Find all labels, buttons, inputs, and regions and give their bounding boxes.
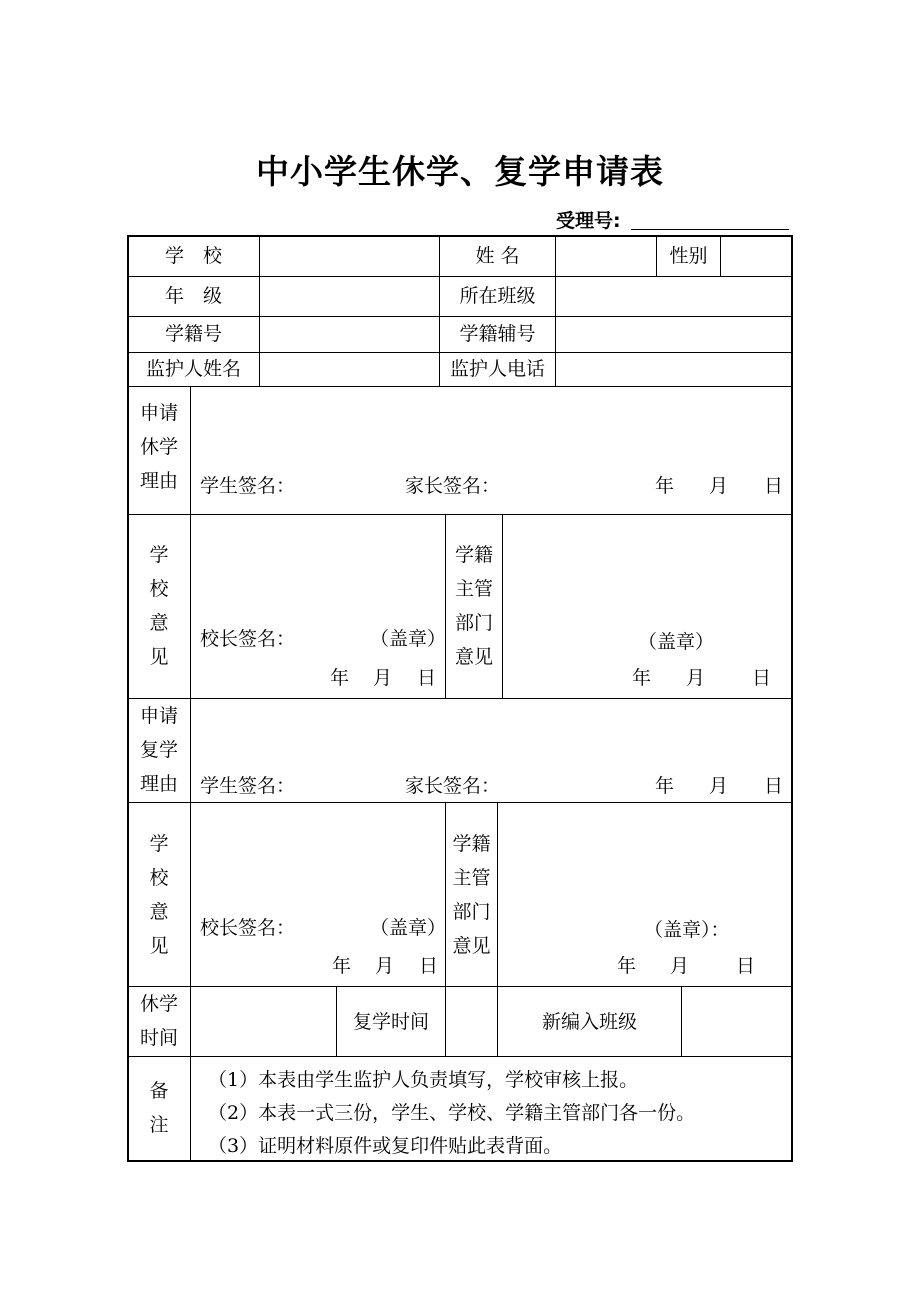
label-resume-reason: 申请 复学 理由 (139, 705, 178, 795)
label-class: 所在班级 (459, 285, 536, 307)
note-1: （1）本表由学生监护人负责填写，学校审核上报。 (208, 1069, 639, 1091)
label-new-class: 新编入班级 (541, 1011, 637, 1033)
date-day: 日 (764, 475, 784, 497)
parent-sign-label: 家长签名： (405, 475, 501, 497)
label-grade: 年 级 (164, 285, 222, 307)
principal-sign-label: 校长签名： (200, 917, 296, 939)
name-field[interactable] (556, 237, 656, 276)
resume-reason-field[interactable] (191, 699, 791, 769)
label-student-aux-id: 学籍辅号 (459, 323, 536, 345)
seal-label: （盖章） (370, 917, 447, 939)
label-registry-opinion: 学籍 主管 部门 意见 (452, 833, 491, 957)
label-suspend-reason: 申请 休学 理由 (139, 402, 178, 492)
student-sign-label: 学生签名： (200, 475, 296, 497)
seal-label: （盖章） (370, 628, 447, 650)
suspend-time-field[interactable] (191, 987, 336, 1056)
label-registry-opinion: 学籍 主管 部门 意见 (454, 544, 493, 668)
resume-time-field[interactable] (446, 987, 497, 1056)
label-resume-time: 复学时间 (352, 1011, 429, 1033)
label-remarks: 备 注 (149, 1080, 169, 1136)
registry-opinion-field[interactable] (498, 803, 791, 913)
new-class-field[interactable] (682, 987, 791, 1056)
seal-label: （盖章）： (644, 919, 730, 941)
label-suspend-time: 休学 时间 (139, 993, 178, 1049)
acceptance-no-field[interactable] (631, 229, 789, 230)
date-day: 日 (736, 955, 756, 977)
date-month: 月 (373, 667, 393, 689)
school-opinion-field[interactable] (191, 515, 445, 625)
date-month: 月 (709, 775, 729, 797)
label-school-opinion: 学 校 意 见 (149, 833, 169, 957)
student-id-field[interactable] (260, 317, 439, 352)
registry-opinion-field[interactable] (503, 515, 791, 625)
student-aux-id-field[interactable] (556, 317, 791, 352)
date-year: 年 (632, 667, 652, 689)
date-year: 年 (655, 775, 675, 797)
grade-field[interactable] (260, 277, 439, 316)
label-school: 学 校 (164, 245, 222, 267)
class-field[interactable] (556, 277, 791, 316)
date-day: 日 (417, 667, 437, 689)
acceptance-no-label: 受理号: (556, 210, 621, 232)
date-year: 年 (332, 955, 352, 977)
date-month: 月 (670, 955, 690, 977)
label-guardian-name: 监护人姓名 (145, 358, 241, 380)
guardian-name-field[interactable] (260, 353, 439, 386)
label-school-opinion: 学 校 意 见 (149, 544, 169, 668)
guardian-phone-field[interactable] (556, 353, 791, 386)
label-student-id: 学籍号 (164, 323, 222, 345)
date-day: 日 (764, 775, 784, 797)
date-year: 年 (655, 475, 675, 497)
parent-sign-label: 家长签名： (405, 775, 501, 797)
date-month: 月 (375, 955, 395, 977)
gender-field[interactable] (721, 237, 791, 276)
date-month: 月 (709, 475, 729, 497)
school-field[interactable] (260, 237, 439, 276)
label-guardian-phone: 监护人电话 (449, 358, 545, 380)
school-opinion-field[interactable] (191, 803, 445, 913)
form-title: 中小学生休学、复学申请表 (256, 152, 664, 191)
principal-sign-label: 校长签名： (200, 628, 296, 650)
date-day: 日 (419, 955, 439, 977)
date-year: 年 (330, 667, 350, 689)
seal-label: （盖章） (638, 631, 715, 653)
date-month: 月 (686, 667, 706, 689)
date-year: 年 (617, 955, 637, 977)
note-3: （3）证明材料原件或复印件贴此表背面。 (208, 1135, 563, 1157)
note-2: （2）本表一式三份，学生、学校、学籍主管部门各一份。 (208, 1102, 696, 1124)
suspend-reason-field[interactable] (191, 387, 791, 473)
label-name: 姓 名 (475, 245, 520, 267)
student-sign-label: 学生签名： (200, 775, 296, 797)
label-gender: 性别 (669, 245, 708, 267)
date-day: 日 (752, 667, 772, 689)
